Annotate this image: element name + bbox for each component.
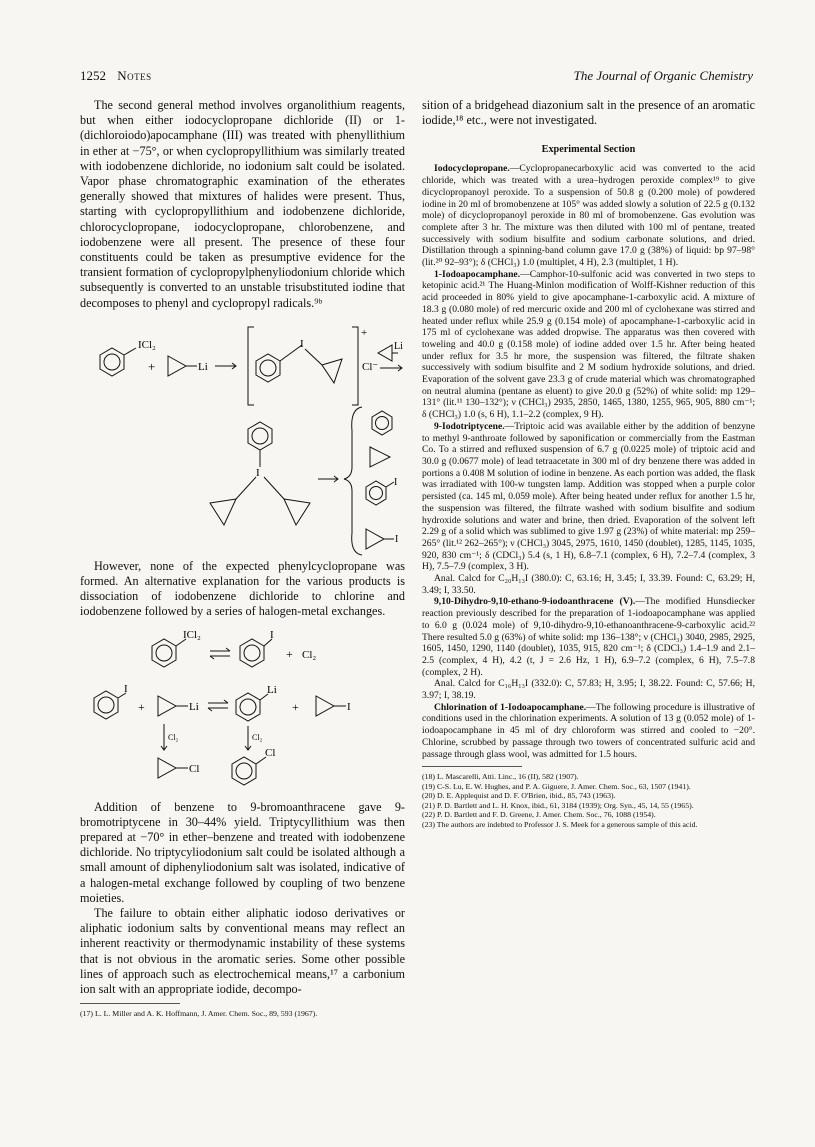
cyclopropane-ring-6 (158, 696, 176, 716)
plus-sign-2: + (286, 646, 293, 661)
procedure-title: Iodocyclopropane. (434, 163, 510, 175)
cyclopropane-ring-1 (168, 356, 186, 376)
left-bracket (248, 327, 254, 405)
li-label-4: Li (267, 683, 277, 696)
section-name: Notes (117, 68, 152, 83)
analysis-iodotriptycene: Anal. Calcd for C₂₀H₁₃I (380.0): C, 63.16; H, 3.45; I, 33.39. Found: C, 63.29; H, 3.49; I, 33.50. (422, 573, 755, 596)
footnote-23: (23) The authors are indebted to Professor J. S. Meek for a generous sample of this acid. (422, 819, 698, 829)
right-column (422, 98, 755, 829)
journal-title: The Journal of Organic Chemistry (573, 68, 753, 83)
iodine-label-1: I (300, 337, 304, 350)
running-header-left (80, 68, 152, 84)
procedure-iodocyclopropane: Iodocyclopropane.—Cyclopropanecarboxylic acid was converted to the acid chloride, which was treated with a urea–hydrogen peroxide complex¹⁹ to give dicyclopropanoyl peroxide. To a suspension of 50.8 g (0.200 mole) of powdered iodine in 20 ml of bromobenzene at 105° was added slowly a solution of 22.5 g (0.132 mole) of dicyclopropanoyl peroxide in 80 ml of bromobenzene. Gas evolution was complete after 3 hr. The mixture was then diluted with 100 ml of pentane, treated successively with sodium bisulfite and sodium carbonate solutions, and dried. Distillation through a spinning-band column gave 17.0 g (38%) of liquid: bp 97–98° (lit.²⁰ 92–93°); δ (CHCl₃) 1.0 (multiplet, 4 H), 2.3 (multiplet, 1 H). (422, 163, 755, 269)
footnote-rule-left (80, 1003, 180, 1004)
cyclopropane-ring-3 (378, 345, 392, 361)
paragraph-triptycene: Addition of benzene to 9-bromoanthracene gave 9-bromotriptycene in 30–44% yield. Triptycyllithium was then prepared at −70° in ether–benzene and treated with iodobenzene dichloride. No triptycyliodonium salt could be isolated although a small amount of diphenyliodonium salt was isolated, indicative of a halogen-metal exchange followed by coupling of two benzene moieties. (80, 799, 405, 905)
paragraph-alternative: However, none of the expected phenylcyclopropane was formed. An alternative explanation for the various products is dissociation of iodobenzene dichloride to chlorine and iodobenzene followed by a series of halogen-metal exchanges. (80, 558, 405, 619)
chlorine-label: Cl₂ (302, 648, 317, 661)
plus-charge: + (361, 326, 368, 339)
cyclopropane-ring-2 (322, 359, 342, 383)
iodine-label-3: I (394, 476, 398, 488)
cl2-arrow-label-2: Cl₂ (252, 732, 263, 742)
plus-sign-4: + (292, 699, 299, 714)
analysis-ethanoanthracene: Anal. Calcd for C₁₆H₁₃I (332.0): C, 57.83; H, 3.95; I, 38.22. Found: C, 57.66; H, 3.97; I, 38.19. (422, 678, 755, 702)
footnote-19: (19) C-S. Lu, E. W. Hughes, and P. A. Giguere, J. Amer. Chem. Soc., 63, 1507 (1941). (422, 781, 691, 791)
product-iodocyclopropane (366, 529, 384, 549)
left-column (80, 98, 405, 1019)
icl2-label-2: ICl₂ (183, 628, 201, 641)
iodine-label-6: I (124, 682, 128, 695)
procedure-iodoapocamphane: 1-Iodoapocamphane.—Camphor-10-sulfonic acid was converted in two steps to ketopinic acid.²¹ The Huang-Minlon modification of Wolff-Kishner reduction of this acid proceeded in 80% yield to give apocamphane-1-carboxylic acid. A mixture of 18.3 g (0.080 mole) of red mercuric oxide and 200 ml of cyclohexane was stirred and heated under reflux while 25.9 g (0.154 mole) of apocamphane-1-carboxylic acid in 175 ml of cyclohexane was added dropwise. The apparatus was then covered with toweling and 40.0 g (0.158 mole) of iodine added over 1.5 hr. After being heated under reflux for 3.5 hr more, the suspension was filtered, the filtrate shaken successively with sodium bisulfite and 2 M sodium hydroxide solutions, and dried. Evaporation of the solvent gave 23.3 g of crude material which was chromatographed on neutral alumina (pentane as eluent) to give 20.0 g (52%) of white solid: mp 129–131° (lit.¹¹ 130–132°); ν (CHCl₃) 2935, 2850, 1465, 1380, 1255, 965, 905, 880 cm⁻¹; δ (CHCl₃) 1.0 (s, 6 H), 1.1–2.2 (complex, 9 H). (422, 268, 755, 421)
procedure-title: 1-Iodoapocamphane. (434, 268, 521, 280)
paragraph-organolithium: The second general method involves organolithium reagents, but when either iodocyclopropane dichloride (II) or 1-(dichloroiodo)apocamphane (III) was treated with phenyllithium in ether at −75°, or when cyclopropyllithium was similarly treated with iodobenzene dichloride, no iodonium salt could be isolated. Vapor phase chromatographic examination of the etherates generally showed that mixtures of halides were present. Thus, starting with cyclopropyllithium and iodobenzene dichloride, chlorocyclopropane, iodocyclopropane, chlorobenzene, and iodobenzene were all present. The presence of these four constituents could be taken as presumptive evidence for the transient formation of cyclopropylphenyliodonium chloride which subsequently is converted to an unstable trisubstituted iodine that decomposes to phenyl and cyclopropyl radicals.⁹ᵇ (80, 98, 405, 310)
cyclopropane-ring-5 (284, 499, 310, 525)
plus-sign-3: + (138, 699, 145, 714)
reaction-scheme-1 (80, 311, 405, 559)
page-number: 1252 (80, 68, 106, 83)
product-cyclopropane-1 (370, 447, 390, 467)
reaction-scheme-2 (80, 620, 405, 800)
product-brace (344, 407, 362, 555)
iodine-label-7: I (347, 700, 351, 713)
li-label-3: Li (189, 700, 199, 713)
footnote-20: (20) D. E. Applequist and D. F. O'Brien, ibid., 85, 743 (1963). (422, 791, 616, 801)
right-bracket (352, 327, 358, 405)
procedure-title: 9-Iodotriptycene. (434, 420, 505, 432)
footnote-22: (22) P. D. Bartlett and F. D. Greene, J. Amer. Chem. Soc., 76, 1088 (1954). (422, 810, 656, 820)
iodine-label-5: I (270, 628, 274, 641)
cl2-arrow-label-1: Cl₂ (168, 732, 179, 742)
footnote-rule-right (422, 766, 522, 767)
cyclopropane-ring-4 (210, 499, 236, 525)
procedure-chlorination: Chlorination of 1-Iodoapocamphane.—The following procedure is illustrative of conditions used in the chlorination experiments. A solution of 13 g (0.052 mole) of 1-iodoapocamphane in 45 ml of dry chloroform was stirred and cooled to −20°. Chlorine, scrubbed by passage through two towers of concentrated sulfuric acid and passage through glass wool, was admitted for 1.5 hours. (422, 701, 755, 760)
iodine-label-4: I (395, 533, 399, 545)
li-label-1: Li (198, 360, 208, 373)
plus-sign-1: + (148, 358, 156, 374)
iodine-label-2: I (256, 466, 260, 479)
procedure-title: 9,10-Dihydro-9,10-ethano-9-iodoanthracene (V). (434, 596, 636, 608)
cl-label-2: Cl (265, 746, 276, 759)
cyclopropane-ring-7 (316, 696, 334, 716)
li-label-2: Li (394, 340, 403, 352)
experimental-heading: Experimental Section (541, 144, 636, 156)
icl2-label-1: ICl₂ (138, 338, 156, 351)
procedure-title: Chlorination of 1-Iodoapocamphane. (434, 701, 587, 713)
footnote-21: (21) P. D. Bartlett and L. H. Knox, ibid., 61, 3184 (1939); Org. Syn., 45, 14, 55 (1965). (422, 800, 694, 810)
paragraph-continuation: sition of a bridgehead diazonium salt in the presence of an aromatic iodide,¹⁸ etc., were not investigated. (422, 98, 755, 128)
chloride-anion: Cl⁻ (362, 360, 379, 373)
chlorocyclopropane-ring (158, 758, 176, 778)
cl-label-1: Cl (189, 762, 200, 775)
procedure-iodotriptycene: 9-Iodotriptycene.—Triptoic acid was available either by the addition of benzyne to methyl 9-anthroate followed by saponification or commercially from the Eastman Co. To a stirred and refluxed suspension of 6.7 g (0.0225 mole) of triptoic acid and 30.0 g (0.0677 mole) of lead tetraacetate in 300 ml of dry benzene there was added in portions a 0.408 M solution of iodine in benzene. As each portion was added, the flask was irradiated with 100-w tungsten lamp. Addition was stopped when a purple color persisted (ca. 145 ml, 0.059 mole). After being heated under reflux for another 1.5 hr, the suspension was filtered, the filtrate washed with sodium bisulfite and sodium hydroxide solutions and water and brine, then dried. Evaporation of the solvent left 2.29 g of a solid which was sublimed to give 1.97 g (23%) of white material: mp 259–265° (lit.¹² 262–265°); ν (CHCl₃) 3045, 2975, 1610, 1450 (doublet), 1285, 1145, 1035, 920, 830 cm⁻¹; δ (CDCl₃) 5.4 (s, 1 H), 6.8–7.1 (complex, 6 H), 7.2–7.4 (complex, 3 H), 7.5–7.9 (complex, 3 H). (422, 420, 755, 573)
procedure-ethanoanthracene: 9,10-Dihydro-9,10-ethano-9-iodoanthracene (V).—The modified Hunsdiecker reaction previously described for the preparation of 1-iodoapocamphane was applied to 6.0 g (0.024 mole) of 9,10-dihydro-9,10-ethanoanthracene-9-carboxylic acid.²² There resulted 5.0 g (63%) of white solid: mp 136–138°; ν (CHCl₃) 3040, 2985, 2925, 1605, 1450, 1290, 1140 (doublet), 1035, 915, 820 cm⁻¹; δ (CDCl₃) 1.4–1.9 and 2.1–2.5 (complex, 4 H), 4.2 (t, J = 2.6 Hz, 1 H), 6.9–7.2 (complex, 6 H), 7.5–7.8 (complex, 2 H). (422, 596, 755, 678)
paragraph-failure: The failure to obtain either aliphatic iodoso derivatives or aliphatic iodonium salts by conventional means may reflect an inherent reactivity or thermodynamic instability of these systems that is not obvious in the aromatic series. Some other possible lines of approach such as electrochemical means,¹⁷ a carbonium ion salt with an appropriate iodide, decompo- (80, 906, 405, 997)
footnote-18: (18) L. Mascarelli, Atti. Linc., 16 (II), 582 (1907). (422, 772, 579, 782)
footnote-17: (17) L. L. Miller and A. K. Hoffmann, J. Amer. Chem. Soc., 89, 593 (1967). (80, 1009, 318, 1019)
